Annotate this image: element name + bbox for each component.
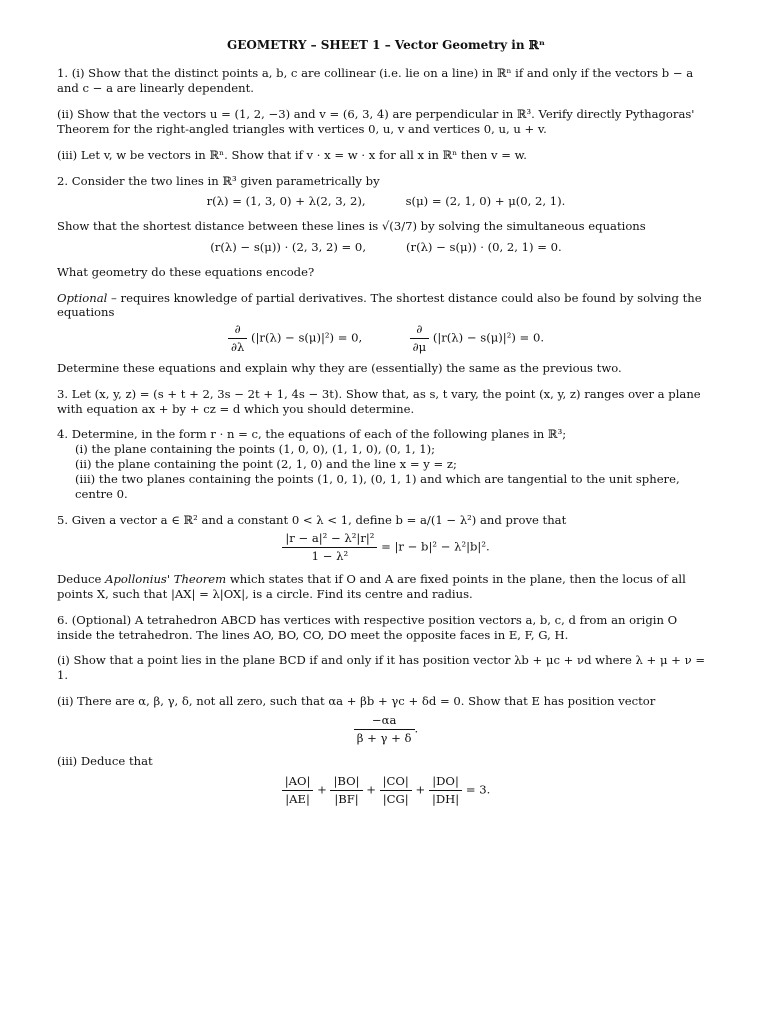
q2-eq-s: s(μ) = (2, 1, 0) + μ(0, 2, 1). [405, 194, 566, 209]
q6-ratio-d: $\frac{|DO|}{|DH|}$ [429, 774, 462, 807]
q6-result: = 3. [465, 782, 491, 797]
q2-simultaneous-equations [57, 240, 715, 255]
page-title: GEOMETRY – SHEET 1 – Vector Geometry in ℝⁿ [227, 38, 545, 52]
q6-intro: 6. (Optional) A tetrahedron ABCD has vertices with respective position vectors a, b, c, d from an origin O inside the tetrahedron. The lines AO, BO, CO, DO meet the opposite faces in E, F, G, H. [57, 612, 678, 642]
q5-apollonius: Apollonius' Theorem [105, 572, 227, 587]
q2-partial-mu: $\frac{\partial}{\partial\mu}$ [410, 322, 430, 355]
q4-item-iii: (iii) the two planes containing the points (1, 0, 1), (0, 1, 1) and which are tangential to the unit sphere, centre 0. [75, 471, 680, 501]
q6-part-iii: (iii) Deduce that [57, 753, 153, 768]
q6-ratio-b: $\frac{|BO|}{|BF|}$ [330, 774, 362, 807]
q2-optional-label: Optional [57, 290, 108, 305]
q5-fraction: $\frac{\text{|r − a|² − λ²|r|²}}{\text{1 − λ²}}$ [282, 531, 377, 564]
q2-partial-equations [57, 322, 715, 355]
q2-partial-expr2: (|r(λ) − s(μ)|²) = 0. [432, 330, 545, 345]
q1-part-iii: (iii) Let v, w be vectors in ℝⁿ. Show that if v · x = w · x for all x in ℝⁿ then v = w. [57, 147, 527, 162]
q5-identity [57, 531, 715, 564]
q5-deduce: Deduce Apollonius' Theorem which states that if O and A are fixed points in the plane, then the locus of all points X, such that |AX| = λ|OX|, is a circle. Find its centre and radius. [57, 572, 686, 601]
q2-line-equations [57, 194, 715, 209]
q2-determine: Determine these equations and explain why they are (essentially) the same as the previous two. [57, 360, 622, 375]
q6-part-i: (i) Show that a point lies in the plane BCD if and only if it has position vector λb + μc + νd where λ + μ + ν = 1. [57, 653, 706, 683]
q6-ratio-sum: $\frac{|AO|}{|AE|}$ + $\frac{|BO|}{|BF|}$ + $\frac{|CO|}{|CG|}$ + $\frac{|DO|}{|DH|}$ = 3. [57, 774, 715, 807]
q2-eq-r: r(λ) = (1, 3, 0) + λ(2, 3, 2), [206, 194, 366, 209]
q4-block [57, 427, 715, 501]
q6-part-ii: (ii) There are α, β, γ, δ, not all zero, such that αa + βb + γc + δd = 0. Show that E has position vector [57, 694, 656, 709]
q6-ratio-c: $\frac{|CO|}{|CG|}$ [380, 774, 412, 807]
q4-item-ii: (ii) the plane containing the point (2, 1, 0) and the line x = y = z; [75, 457, 457, 472]
q1-part-i: 1. (i) Show that the distinct points a, b, c are collinear (i.e. lie on a line) in ℝⁿ if and only if the vectors b − a and c − a are linearly dependent. [57, 66, 694, 96]
q5-intro: 5. Given a vector a ∈ ℝ² and a constant 0 < λ < 1, define b = a/(1 − λ²) and prove that [57, 512, 567, 527]
q2-eq1: (r(λ) − s(μ)) · (2, 3, 2) = 0, [210, 239, 366, 254]
q1-part-ii: (ii) Show that the vectors u = (1, 2, −3) and v = (6, 3, 4) are perpendicular in ℝ³. Verify directly Pythagoras' Theorem for the right-angled triangles with vertices 0, u, v and vertices 0, u, u + v. [57, 107, 695, 136]
q2-optional-text: – requires knowledge of partial derivatives. The shortest distance could also be found by solving the equations [57, 290, 702, 320]
q3-text: 3. Let (x, y, z) = (s + t + 2, 3s − 2t + 1, 4s − 3t). Show that, as s, t vary, the point (x, y, z) ranges over a plane with equation ax + by + cz = d which you should determine. [57, 386, 701, 416]
q5-rhs: = |r − b|² − λ²|b|². [381, 539, 490, 554]
q2-what: What geometry do these equations encode? [57, 264, 315, 279]
q2-show: Show that the shortest distance between these lines is √(3/7) by solving the simultaneous equations [57, 219, 646, 234]
q2-optional [57, 291, 715, 321]
q6-position-vector: $\frac{-\alpha a}{\beta + \gamma + \delta}$ . [57, 713, 715, 746]
q2-partial-expr1: (|r(λ) − s(μ)|²) = 0, [251, 330, 363, 345]
q4-item-i: (i) the plane containing the points (1, 0, 0), (1, 1, 0), (0, 1, 1); [75, 442, 436, 457]
q2-intro: 2. Consider the two lines in ℝ³ given parametrically by [57, 173, 380, 188]
q2-eq2: (r(λ) − s(μ)) · (0, 2, 1) = 0. [406, 239, 562, 254]
q6-ratio-a: $\frac{|AO|}{|AE|}$ [282, 774, 314, 807]
q2-partial-lambda: $\frac{\partial}{\partial\lambda}$ [228, 322, 247, 355]
q6-pv-fraction: $\frac{-\alpha a}{\beta + \gamma + \delta}$ [354, 713, 415, 746]
worksheet [57, 38, 715, 817]
q4-intro: 4. Determine, in the form r · n = c, the equations of each of the following planes in ℝ³; [57, 427, 567, 442]
